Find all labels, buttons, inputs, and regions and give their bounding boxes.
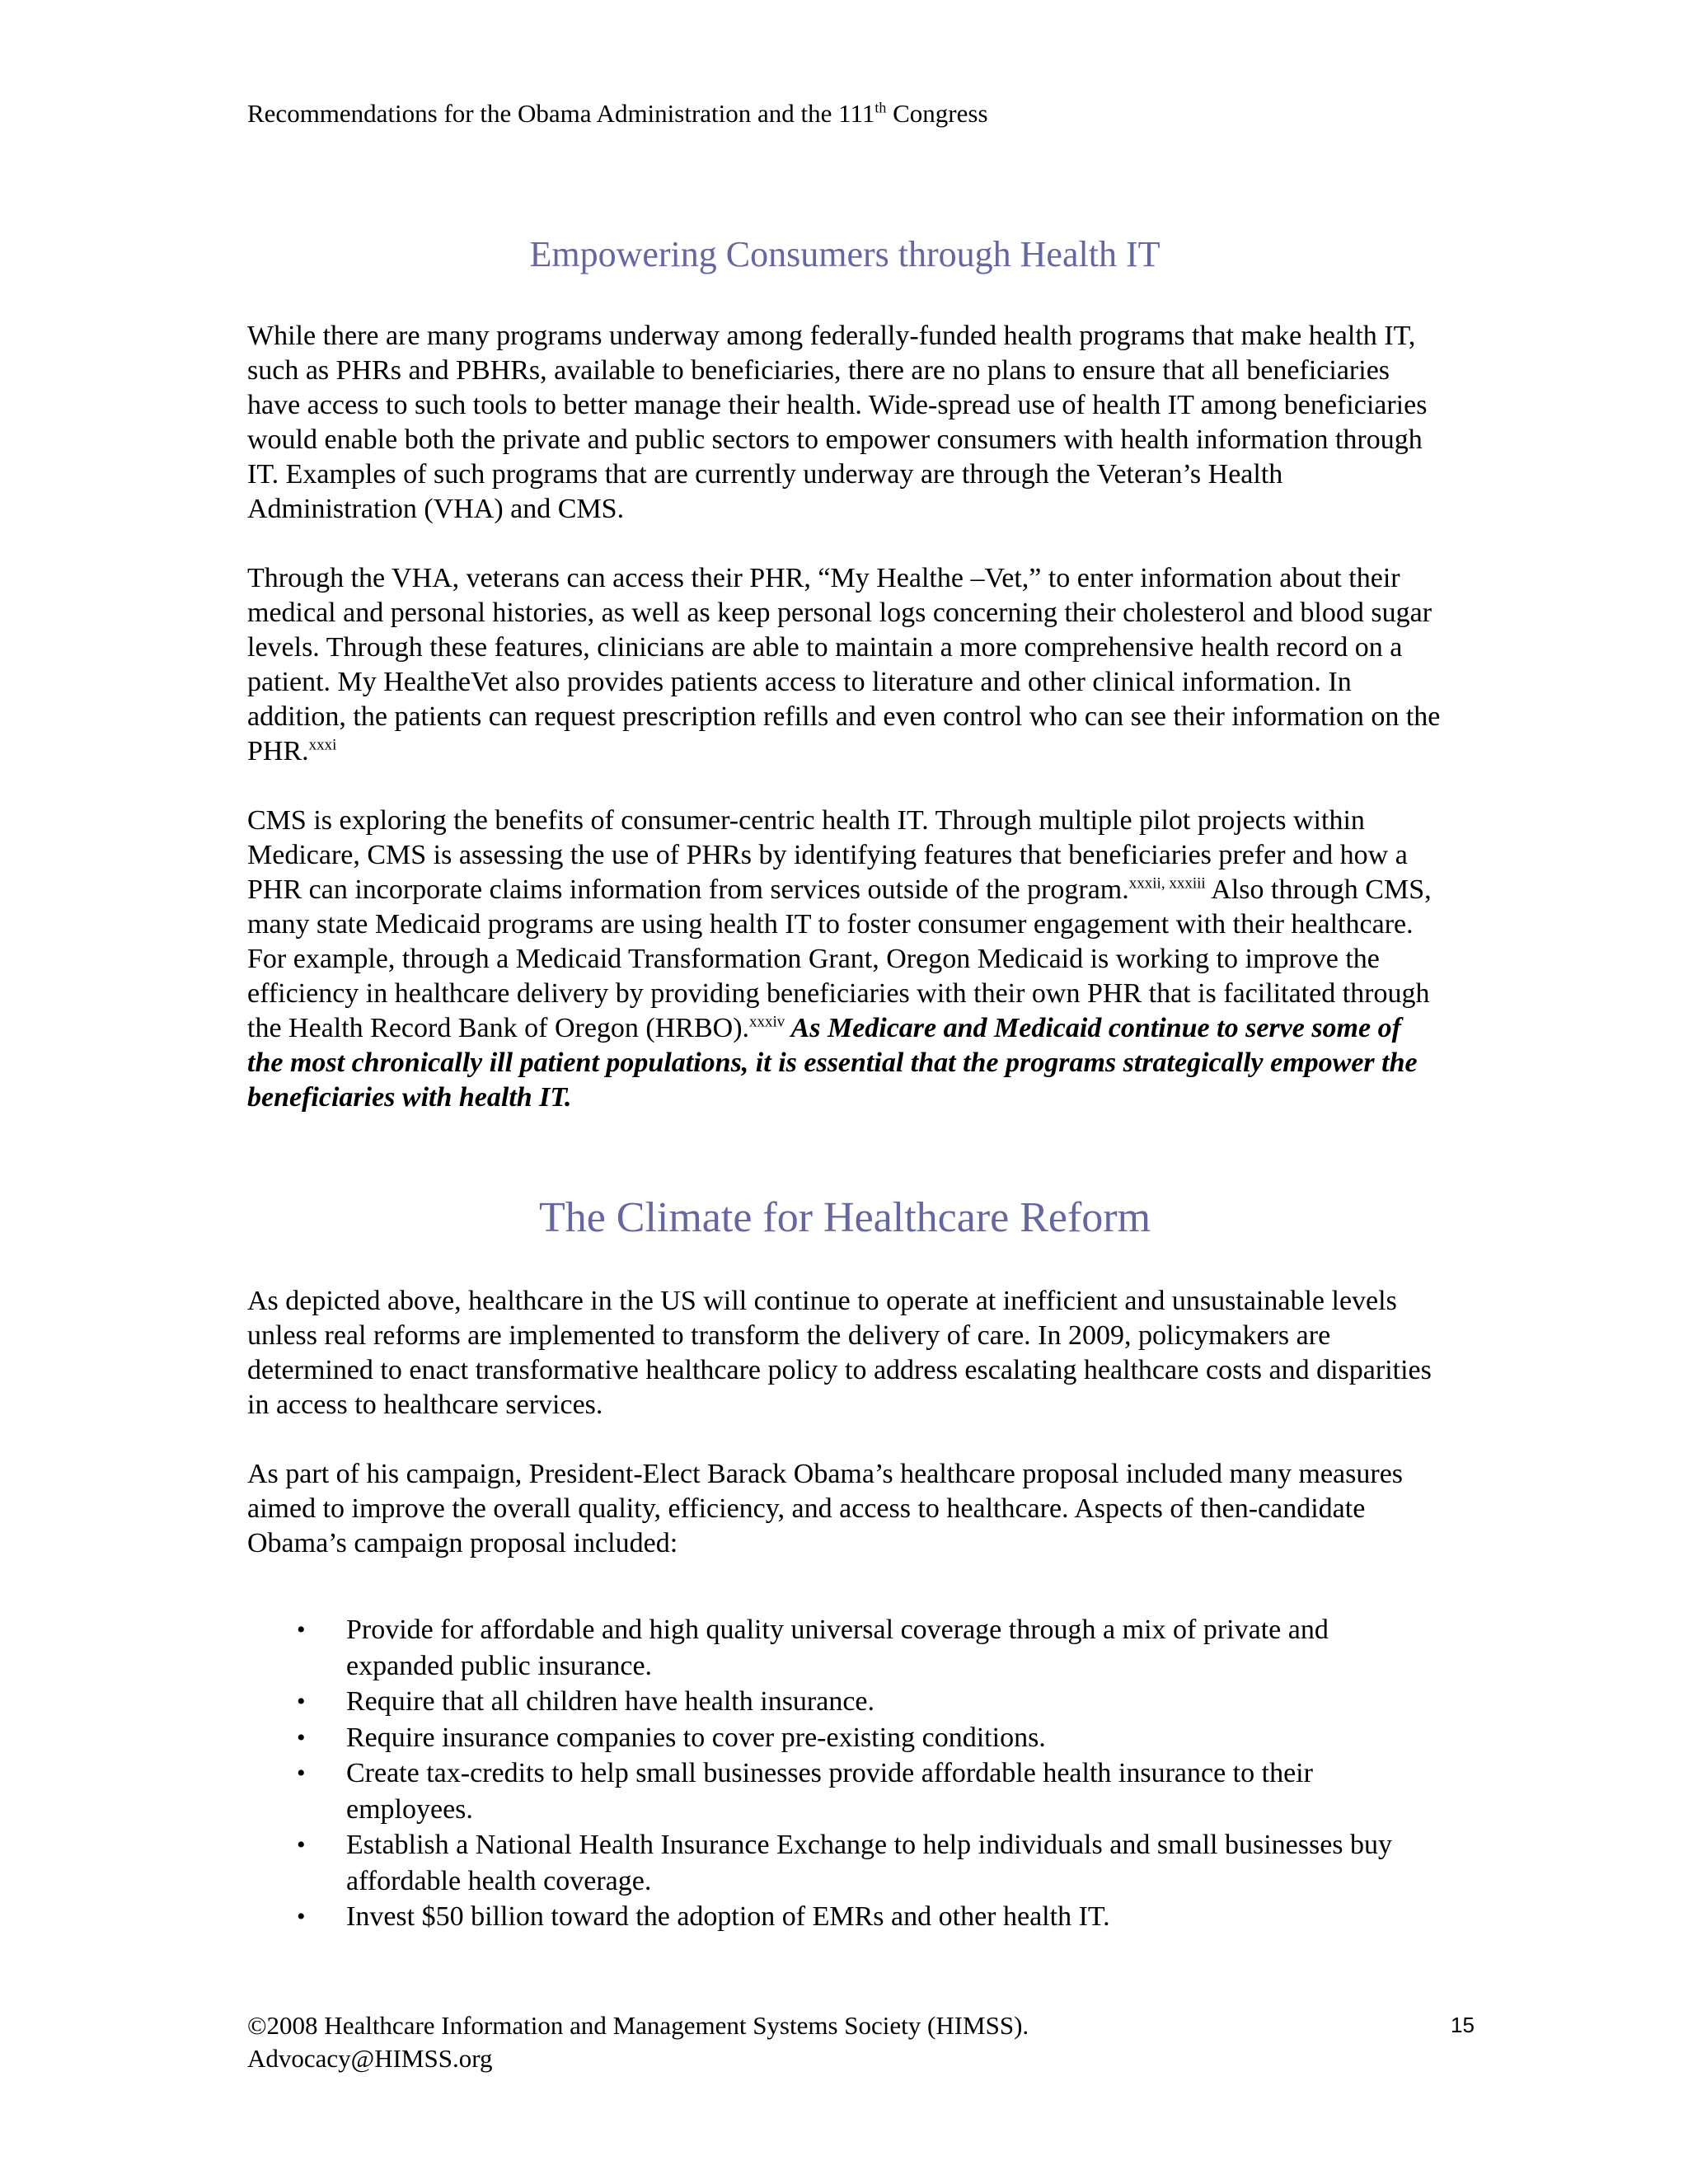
bullet-icon: •: [297, 1903, 306, 1930]
header-text-end: Congress: [886, 99, 988, 128]
proposal-bullet-list: [247, 1612, 1442, 1935]
list-item: [247, 1684, 1442, 1720]
list-item: [247, 1612, 1442, 1684]
footnote-ref: xxxii, xxxiii: [1128, 874, 1206, 893]
page-footer: [247, 2009, 1029, 2075]
bullet-icon: •: [297, 1760, 306, 1787]
paragraph-cms-text-cont: Also through CMS, many state Medicaid programs are using health IT to foster consumer engagement with their healthcare. For example, through a Medicaid Transformation Grant, Oregon Medicaid is working to improve the efficiency in healthcare delivery by providing beneficiaries with their own PHR that is facilitated through the Health Record Bank of Oregon (HRBO).: [247, 874, 1432, 1043]
paragraph-depicted-above: As depicted above, healthcare in the US will continue to operate at inefficient and unsustainable levels unless real reforms are implemented to transform the delivery of care. In 2009, policymakers are determined to enact transformative healthcare policy to address escalating healthcare costs and disparities in access to healthcare services.: [247, 1286, 1432, 1420]
paragraph-cms-text: CMS is exploring the benefits of consumer-centric health IT. Through multiple pilot projects within Medicare, CMS is assessing the use of PHRs by identifying features that beneficiaries prefer and how a PHR can incorporate claims information from services outside of the program.: [247, 805, 1408, 905]
section-divider-space: [247, 1150, 1442, 1193]
page-content: [247, 233, 1442, 1935]
paragraph-campaign: As part of his campaign, President-Elect Barack Obama’s healthcare proposal included many measures aimed to improve the overall quality, efficiency, and access to healthcare. Aspects of then-candidate Obama’s campaign proposal included:: [247, 1459, 1404, 1558]
paragraph-vha-text: Through the VHA, veterans can access their PHR, “My Healthe –Vet,” to enter information about their medical and personal histories, as well as keep personal logs concerning their cholesterol and blood sugar levels. Through these features, clinicians are able to maintain a more comprehensive health record on a patient. My HealtheVet also provides patients access to literature and other clinical information. In addition, the patients can request prescription refills and even control who can see their information on the PHR.: [247, 563, 1441, 766]
bullet-icon: •: [297, 1831, 306, 1858]
list-item-text: Require insurance companies to cover pre-existing conditions.: [346, 1722, 1046, 1753]
list-item: [247, 1755, 1442, 1827]
footer-email: Advocacy@HIMSS.org: [247, 2044, 493, 2073]
emphasis-statement: As Medicare and Medicaid continue to serve some of the most chronically ill patient populations, it is essential that the programs strategically empower the beneficiaries with health IT.: [247, 1013, 1418, 1113]
paragraph-programs-underway: While there are many programs underway among federally-funded health programs that make health IT, such as PHRs and PBHRs, available to beneficiaries, there are no plans to ensure that all beneficiaries have access to such tools to better manage their health. Wide-spread use of health IT among beneficiaries would enable both the private and public sectors to empower consumers with health information through IT. Examples of such programs that are currently underway are through the Veteran’s Health Administration (VHA) and CMS.: [247, 321, 1428, 524]
running-header: [247, 97, 988, 130]
bullet-icon: •: [297, 1723, 306, 1751]
header-text: Recommendations for the Obama Administration and the 111: [247, 99, 875, 128]
footnote-ref: xxxi: [308, 736, 337, 754]
paragraph-cms: [247, 804, 1442, 1115]
section-title-climate-reform: The Climate for Healthcare Reform: [538, 1194, 1151, 1241]
list-item-text: Invest $50 billion toward the adoption of EMRs and other health IT.: [346, 1901, 1110, 1932]
paragraph-vha: [247, 561, 1442, 769]
section-title-empowering-consumers: Empowering Consumers through Health IT: [529, 234, 1160, 274]
list-item-text: Require that all children have health insurance.: [346, 1686, 875, 1717]
list-item-text: Provide for affordable and high quality universal coverage through a mix of private and expanded public insurance.: [346, 1615, 1329, 1681]
list-item: [247, 1827, 1442, 1899]
bullet-icon: •: [297, 1688, 306, 1715]
bullet-icon: •: [297, 1616, 306, 1643]
list-item: [247, 1899, 1442, 1935]
list-item: [247, 1720, 1442, 1756]
footer-copyright: ©2008 Healthcare Information and Management Systems Society (HIMSS).: [247, 2011, 1029, 2040]
list-item-text: Create tax-credits to help small businesses provide affordable health insurance to their employees.: [346, 1758, 1313, 1825]
header-superscript: th: [874, 99, 887, 116]
list-item-text: Establish a National Health Insurance Exchange to help individuals and small businesses buy affordable health coverage.: [346, 1830, 1393, 1896]
footnote-ref: xxxiv: [749, 1013, 785, 1031]
page-number: 15: [1451, 2013, 1475, 2037]
